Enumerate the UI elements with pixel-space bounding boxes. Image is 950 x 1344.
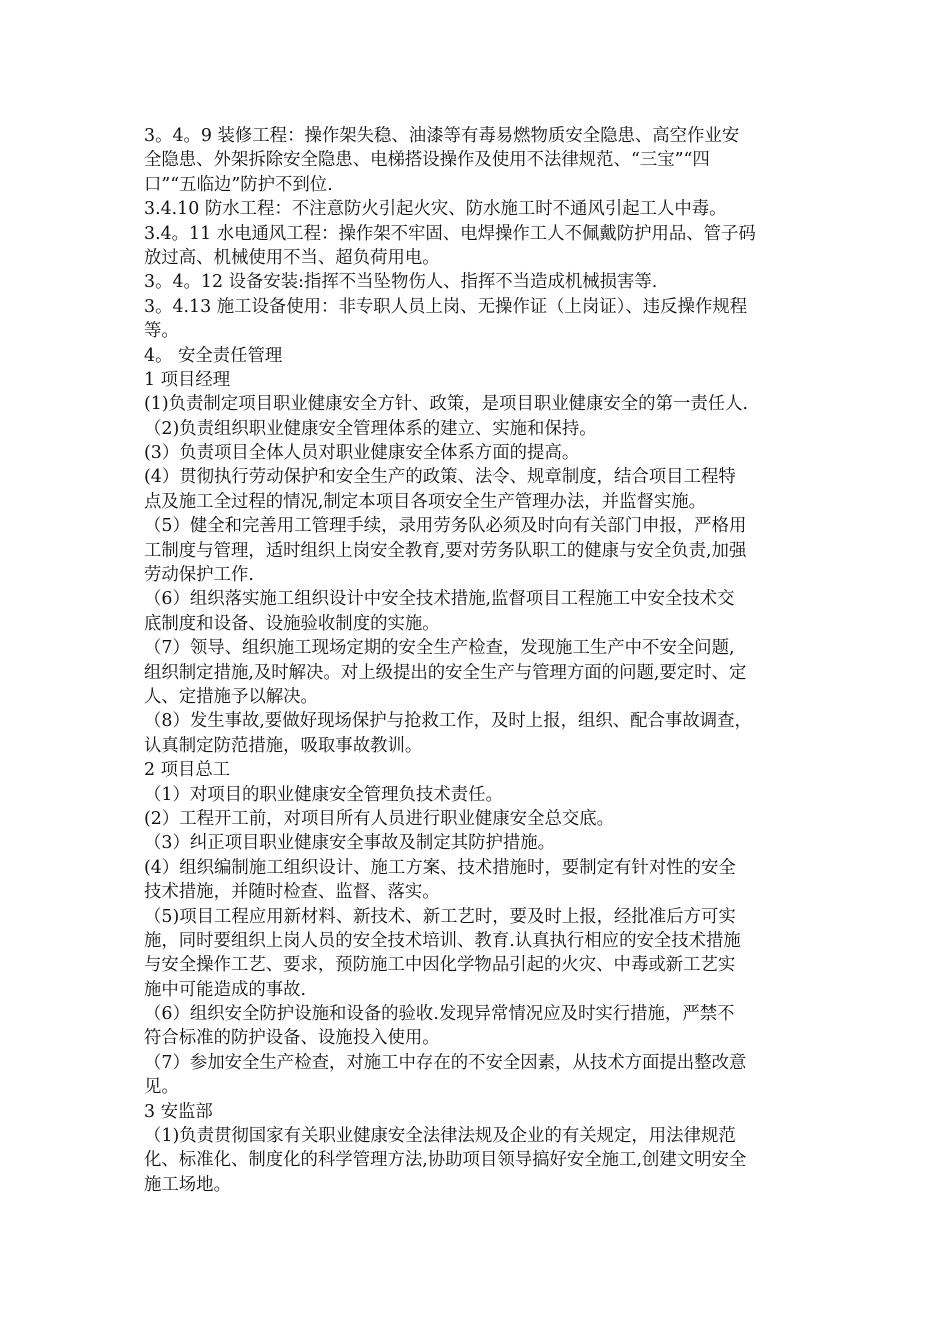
text-line: 劳动保护工作. — [144, 565, 254, 586]
text-line: 施中可能造成的事故. — [144, 979, 307, 1000]
text-line: 施工场地。 — [144, 1174, 231, 1195]
text-line: 3 安监部 — [144, 1101, 213, 1122]
text-line: （5)项目工程应用新材料、新技术、新工艺时，要及时上报，经批准后方可实 — [144, 906, 736, 927]
text-line: 3。4.13 施工设备使用：非专职人员上岗、无操作证（上岗证）、违反操作规程 — [144, 296, 748, 317]
text-line: 底制度和设备、设施验收制度的实施。 — [144, 613, 440, 634]
text-line: （8）发生事故,要做好现场保护与抢救工作，及时上报，组织、配合事故调查， — [144, 711, 752, 732]
text-line: 组织制定措施,及时解决。对上级提出的安全生产与管理方面的问题,要定时、定 — [144, 662, 747, 683]
text-line: 1 项目经理 — [144, 369, 231, 390]
text-line: 符合标准的防护设备、设施投入使用。 — [144, 1028, 440, 1049]
text-line: （6）组织安全防护设施和设备的验收.发现异常情况应及时实行措施，严禁不 — [144, 1004, 735, 1025]
text-line: 化、标准化、制度化的科学管理方法,协助项目领导搞好安全施工,创建文明安全 — [144, 1150, 747, 1171]
text-line: 口”“五临边”防护不到位. — [144, 174, 333, 195]
text-line: 人、定措施予以解决。 — [144, 686, 318, 707]
text-line: 与安全操作工艺、要求，预防施工中因化学物品引起的火灾、中毒或新工艺实 — [144, 955, 736, 976]
text-line: （2)负责组织职业健康安全管理体系的建立、实施和保持。 — [144, 418, 597, 439]
text-line: （3）纠正项目职业健康安全事故及制定其防护措施。 — [144, 833, 556, 854]
text-line: 工制度与管理，适时组织上岗安全教育,要对劳务队职工的健康与安全负责,加强 — [144, 540, 747, 561]
text-line: (4）贯彻执行劳动保护和安全生产的政策、法令、规章制度，结合项目工程特 — [144, 467, 736, 488]
document-body — [144, 124, 816, 1197]
text-line: （5）健全和完善用工管理手续，录用劳务队必须及时向有关部门申报，严格用 — [144, 516, 747, 537]
text-line: 3.4。11 水电通风工程：操作架不牢固、电焊操作工人不佩戴防护用品、管子码 — [144, 223, 756, 244]
text-line: 点及施工全过程的情况,制定本项目各项安全生产管理办法，并监督实施。 — [144, 491, 707, 512]
text-line: （6）组织落实施工组织设计中安全技术措施,监督项目工程施工中安全技术交 — [144, 589, 735, 610]
text-line: 施，同时要组织上岗人员的安全技术培训、教育.认真执行相应的安全技术措施 — [144, 930, 741, 951]
text-line: （7）参加安全生产检查，对施工中存在的不安全因素，从技术方面提出整改意 — [144, 1052, 747, 1073]
text-line: 3。4。9 装修工程：操作架失稳、油漆等有毒易燃物质安全隐患、高空作业安 — [144, 126, 740, 146]
text-line: 认真制定防范措施，吸取事故教训。 — [144, 735, 423, 756]
text-line: 4。 安全责任管理 — [144, 345, 283, 366]
text-line: 见。 — [144, 1077, 179, 1098]
text-line: 等。 — [144, 321, 179, 342]
text-line: （1)负责贯彻国家有关职业健康安全法律法规及企业的有关规定，用法律规范 — [144, 1126, 736, 1147]
text-line: 全隐患、外架拆除安全隐患、电梯搭设操作及使用不法律规范、“三宝”“四 — [144, 150, 710, 171]
text-line: （7）领导、组织施工现场定期的安全生产检查，发现施工生产中不安全问题, — [144, 638, 735, 659]
text-line: 技术措施，并随时检查、监督、落实。 — [144, 882, 440, 903]
text-line: 3。4。12 设备安装:指挥不当坠物伤人、指挥不当造成机械损害等. — [144, 272, 658, 293]
text-line: (3）负责项目全体人员对职业健康安全体系方面的提高。 — [144, 443, 580, 464]
text-line: 3.4.10 防水工程：不注意防火引起火灾、防水施工时不通风引起工人中毒。 — [144, 199, 727, 220]
text-line: 2 项目总工 — [144, 760, 231, 781]
text-line: (4）组织编制施工组织设计、施工方案、技术措施时，要制定有针对性的安全 — [144, 857, 736, 878]
text-line: (2）工程开工前，对项目所有人员进行职业健康安全总交底。 — [144, 808, 615, 829]
text-line: （1）对项目的职业健康安全管理负技术责任。 — [144, 784, 503, 805]
text-line: (1)负责制定项目职业健康安全方针、政策，是项目职业健康安全的第一责任人. — [144, 394, 749, 415]
text-line: 放过高、机械使用不当、超负荷用电。 — [144, 247, 440, 268]
